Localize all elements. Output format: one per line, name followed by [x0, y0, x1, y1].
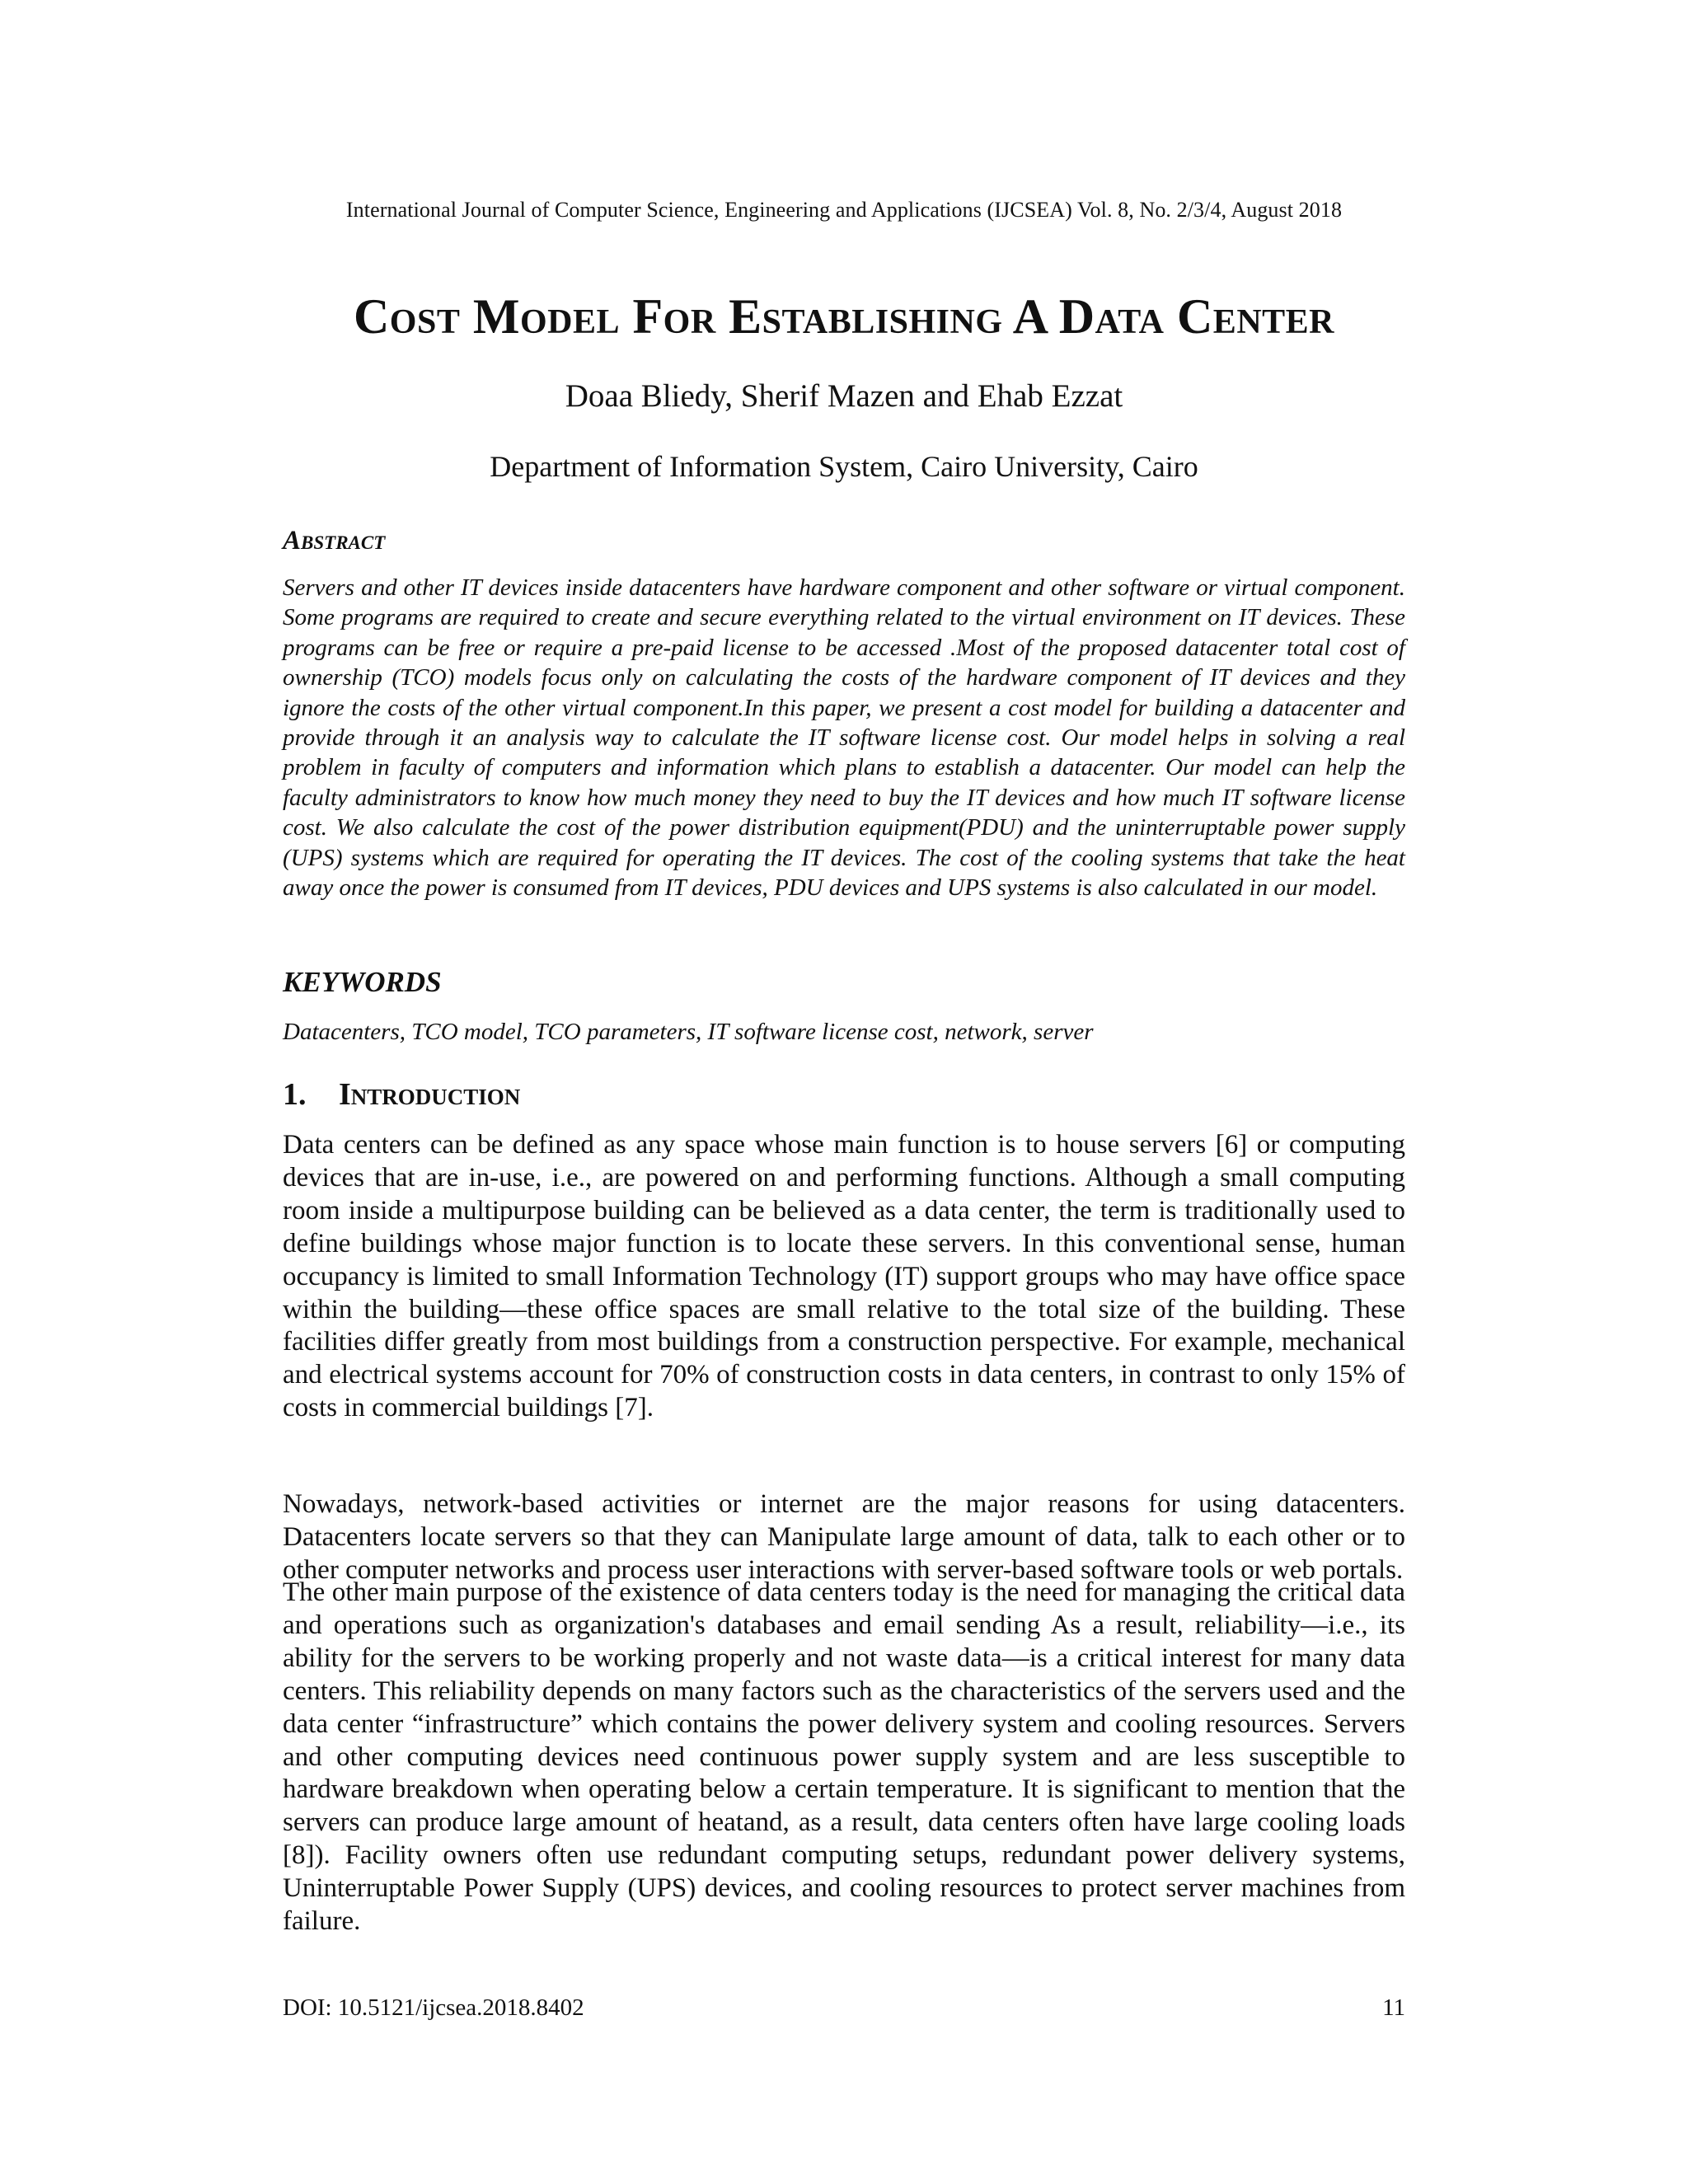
- keywords-heading: KEYWORDS: [283, 966, 442, 998]
- paper-affiliation: Department of Information System, Cairo University, Cairo: [490, 450, 1198, 483]
- paper-authors: Doaa Bliedy, Sherif Mazen and Ehab Ezzat: [565, 378, 1123, 414]
- section-number: 1.: [283, 1077, 307, 1112]
- introduction-heading: [283, 1076, 1405, 1113]
- abstract-text: Servers and other IT devices inside datacenters have hardware component and other software or virtual component. Some programs are required to create and secure everything related to the virtual environment on IT devices. These programs can be free or require a pre-paid license to be accessed .Most of the proposed datacenter total cost of ownership (TCO) models focus only on calculating the costs of the hardware component of IT devices and they ignore the costs of the other virtual component.In this paper, we present a cost model for building a datacenter and provide through it an analysis way to calculate the IT software license cost. Our model helps in solving a real problem in faculty of computers and information which plans to establish a datacenter. Our model can help the faculty administrators to know how much money they need to buy the IT devices and how much IT software license cost. We also calculate the cost of the power distribution equipment(PDU) and the uninterruptable power supply (UPS) systems which are required for operating the IT devices. The cost of the cooling systems that take the heat away once the power is consumed from IT devices, PDU devices and UPS systems is also calculated in our model.: [283, 574, 1405, 902]
- introduction-paragraph-2: Nowadays, network-based activities or internet are the major reasons for using datacenters. Datacenters locate servers so that they can Manipulate large amount of data, talk to each other or to other computer networks and process user interactions with server-based software tools or web portals.: [283, 1489, 1405, 1585]
- abstract-heading: Abstract: [283, 526, 386, 555]
- page-number: 11: [1382, 1994, 1405, 2021]
- keywords-text: Datacenters, TCO model, TCO parameters, IT software license cost, network, server: [283, 1019, 1094, 1045]
- introduction-paragraph-3: The other main purpose of the existence of data centers today is the need for managing the critical data and operations such as organization's databases and email sending As a result, reliability—i.e., its ability for the servers to be working properly and not waste data—is a critical interest for many data centers. This reliability depends on many factors such as the characteristics of the servers used and the data center “infrastructure” which contains the power delivery system and cooling resources. Servers and other computing devices need continuous power supply system and are less susceptible to hardware breakdown when operating below a certain temperature. It is significant to mention that the servers can produce large amount of heatand, as a result, data centers often have large cooling loads [8]). Facility owners often use redundant computing setups, redundant power delivery systems, Uninterruptable Power Supply (UPS) devices, and cooling resources to protect server machines from failure.: [283, 1577, 1405, 1937]
- introduction-paragraph-1: Data centers can be defined as any space whose main function is to house servers [6] or computing devices that are in-use, i.e., are powered on and performing functions. Although a small computing room inside a multipurpose building can be believed as a data center, the term is traditionally used to define buildings whose major function is to locate these servers. In this conventional sense, human occupancy is limited to small Information Technology (IT) support groups who may have office space within the building—these office spaces are small relative to the total size of the building. These facilities differ greatly from most buildings from a construction perspective. For example, mechanical and electrical systems account for 70% of construction costs in data centers, in contrast to only 15% of costs in commercial buildings [7].: [283, 1130, 1405, 1423]
- journal-header: International Journal of Computer Science, Engineering and Applications (IJCSEA) Vol. 8, No. 2/3/4, August 2018: [345, 198, 1343, 222]
- footer-doi: DOI: 10.5121/ijcsea.2018.8402: [283, 1994, 584, 2021]
- paper-title: Cost Model For Establishing A Data Center: [353, 289, 1335, 344]
- section-title: Introduction: [339, 1077, 521, 1112]
